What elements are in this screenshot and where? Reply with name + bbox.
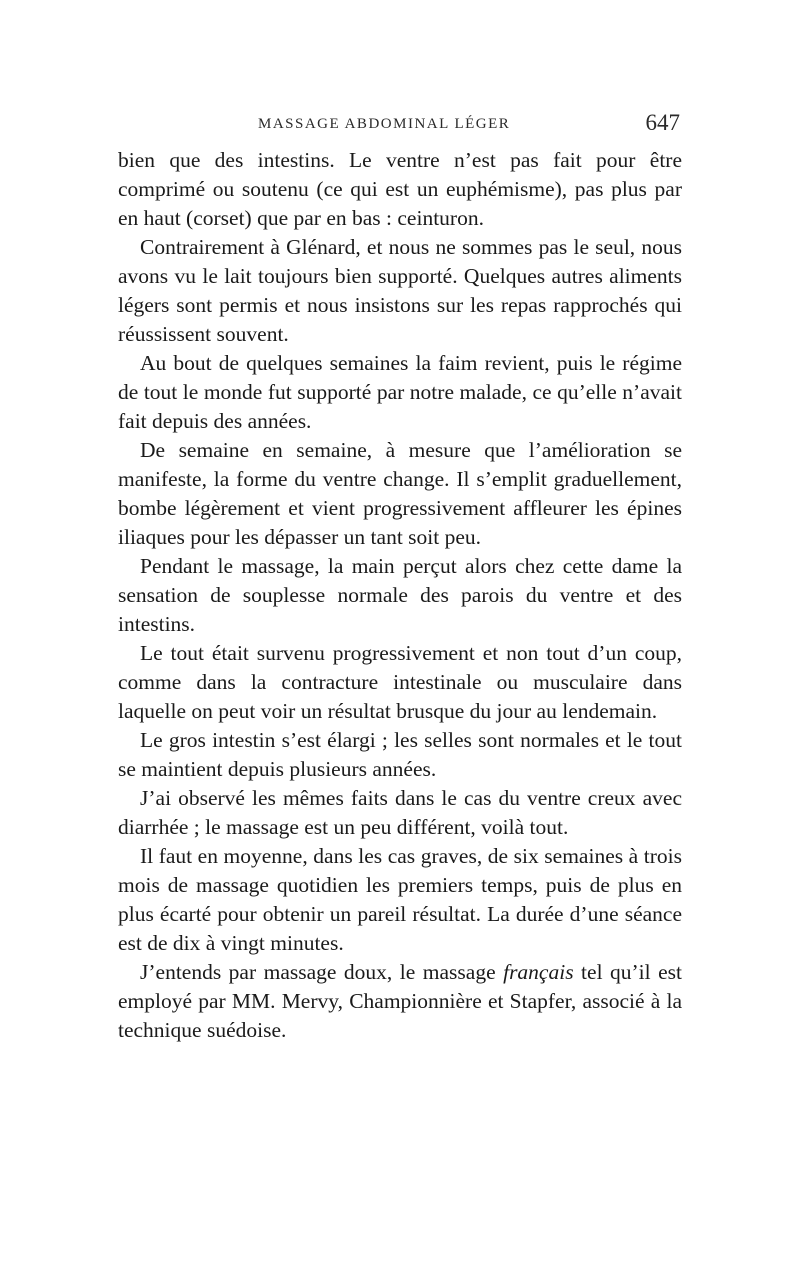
paragraph: Au bout de quelques semaines la faim revient, puis le régime de tout le monde fut supporté par notre malade, ce qu’elle n’avait fait depuis des années. (118, 351, 682, 433)
paragraph: Contrairement à Glénard, et nous ne sommes pas le seul, nous avons vu le lait toujours bien supporté. Quelques autres aliments légers sont permis et nous insistons sur les repas rapprochés qui réussissent souvent. (118, 235, 682, 346)
paragraph: bien que des intestins. Le ventre n’est pas fait pour être comprimé ou soutenu (ce qui est un euphémisme), pas plus par en haut (corset) que par en bas : ceinturon. (118, 148, 682, 230)
paragraph: Le gros intestin s’est élargi ; les selles sont normales et le tout se maintient depuis plusieurs années. (118, 728, 682, 781)
running-head (118, 108, 682, 138)
book-page (118, 108, 682, 1045)
paragraph: Pendant le massage, la main perçut alors chez cette dame la sensation de souplesse normale des parois du ventre et des intestins. (118, 554, 682, 636)
paragraph: Il faut en moyenne, dans les cas graves, de six semaines à trois mois de massage quotidien les premiers temps, puis de plus en plus écarté pour obtenir un pareil résultat. La durée d’une séance est de dix à vingt minutes. (118, 844, 682, 955)
running-title: MASSAGE ABDOMINAL LÉGER (258, 116, 511, 132)
paragraph: De semaine en semaine, à mesure que l’amélioration se manifeste, la forme du ventre change. Il s’emplit graduellement, bombe légèrement et vient progressivement affleurer les épines iliaques pour les dépasser un tant soit peu. (118, 438, 682, 549)
paragraph-text: tel qu’il est employé par MM. Mervy, Championnière et Stapfer, associé à la technique suédoise. (118, 960, 682, 1042)
paragraph-text: J’entends par massage doux, le massage (140, 960, 504, 984)
paragraph: J’ai observé les mêmes faits dans le cas du ventre creux avec diarrhée ; le massage est un peu différent, voilà tout. (118, 786, 682, 839)
body-text (118, 146, 682, 1045)
italic-term: français (503, 960, 574, 984)
paragraph (118, 958, 682, 1045)
paragraph: Le tout était survenu progressivement et non tout d’un coup, comme dans la contracture intestinale ou musculaire dans laquelle on peut voir un résultat brusque du jour au lendemain. (118, 641, 682, 723)
page-number: 647 (645, 110, 680, 135)
